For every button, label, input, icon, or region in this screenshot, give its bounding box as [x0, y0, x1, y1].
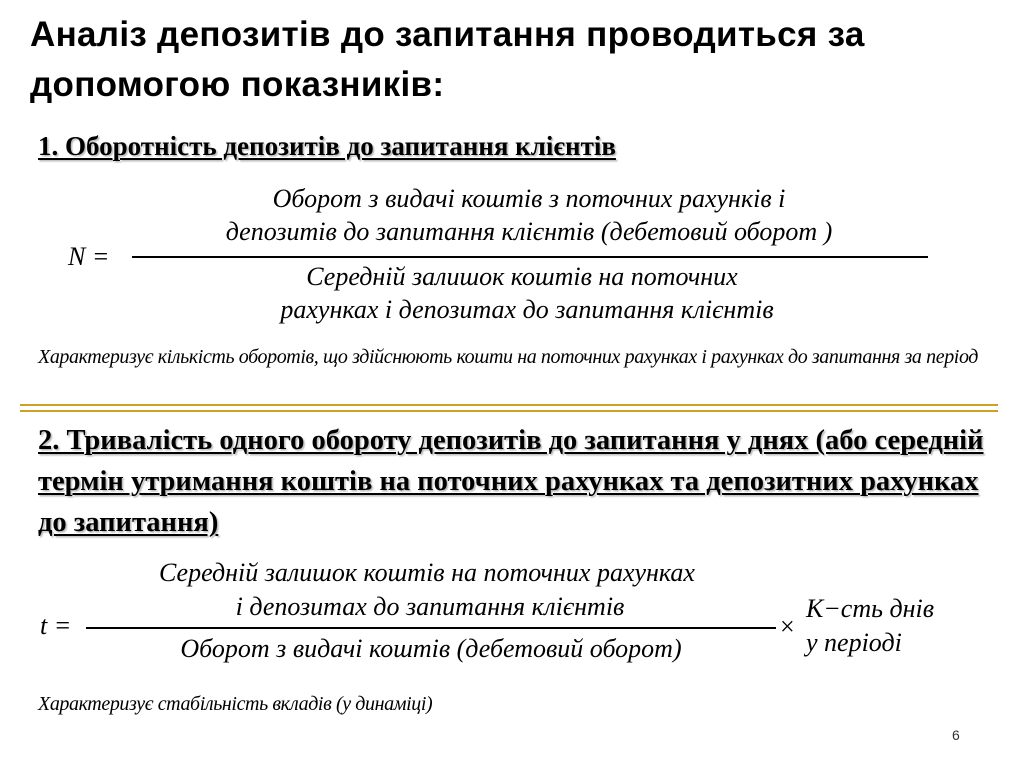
formula-2-lhs: t =: [40, 611, 72, 640]
formula-2-numerator-line-1: Середній залишок коштів на поточних рахунках: [159, 558, 695, 587]
section-2-note: Характеризує стабільність вкладів (у динаміці): [38, 693, 433, 715]
section-1-heading: 1. Оборотність депозитів до запитання клієнтів: [38, 131, 616, 161]
formula-2-fraction-bar: [86, 627, 776, 629]
slide-title: Аналіз депозитів до запитання проводиться за допомогою показників:: [30, 15, 865, 104]
formula-2-factor-line-2: у періоді: [806, 628, 902, 657]
page-number: 6: [952, 727, 960, 743]
formula-1-lhs: N =: [68, 242, 110, 271]
formula-1-numerator-line-2: депозитів до запитання клієнтів (дебетовий оборот ): [225, 217, 833, 246]
formula-1-denominator-line-1: Середній залишок коштів на поточних: [306, 262, 738, 291]
formula-1-numerator-line-1: Оборот з видачі коштів з поточних рахунків і: [272, 184, 786, 213]
section-1-note: Характеризує кількість оборотів, що здійснюють кошти на поточних рахунках і рахунках до запитання за період: [38, 346, 979, 368]
formula-1-fraction-bar: [132, 256, 928, 258]
section-2-heading: 2. Тривалість одного обороту депозитів до запитання у днях (або середній термін утримання коштів на поточних рахунках та депозитних рахунках до запитання): [38, 425, 984, 538]
divider-bottom-line: [20, 410, 998, 412]
divider-top-line: [20, 404, 998, 406]
formula-2-numerator-line-2: і депозитах до запитання клієнтів: [235, 592, 625, 621]
formula-1-denominator-line-2: рахунках і депозитах до запитання клієнтів: [280, 295, 774, 324]
multiply-sign: ×: [780, 612, 795, 641]
formula-2-denominator: Оборот з видачі коштів (дебетовий оборот): [180, 634, 682, 663]
formula-2-factor-line-1: К−сть днів: [806, 594, 935, 623]
